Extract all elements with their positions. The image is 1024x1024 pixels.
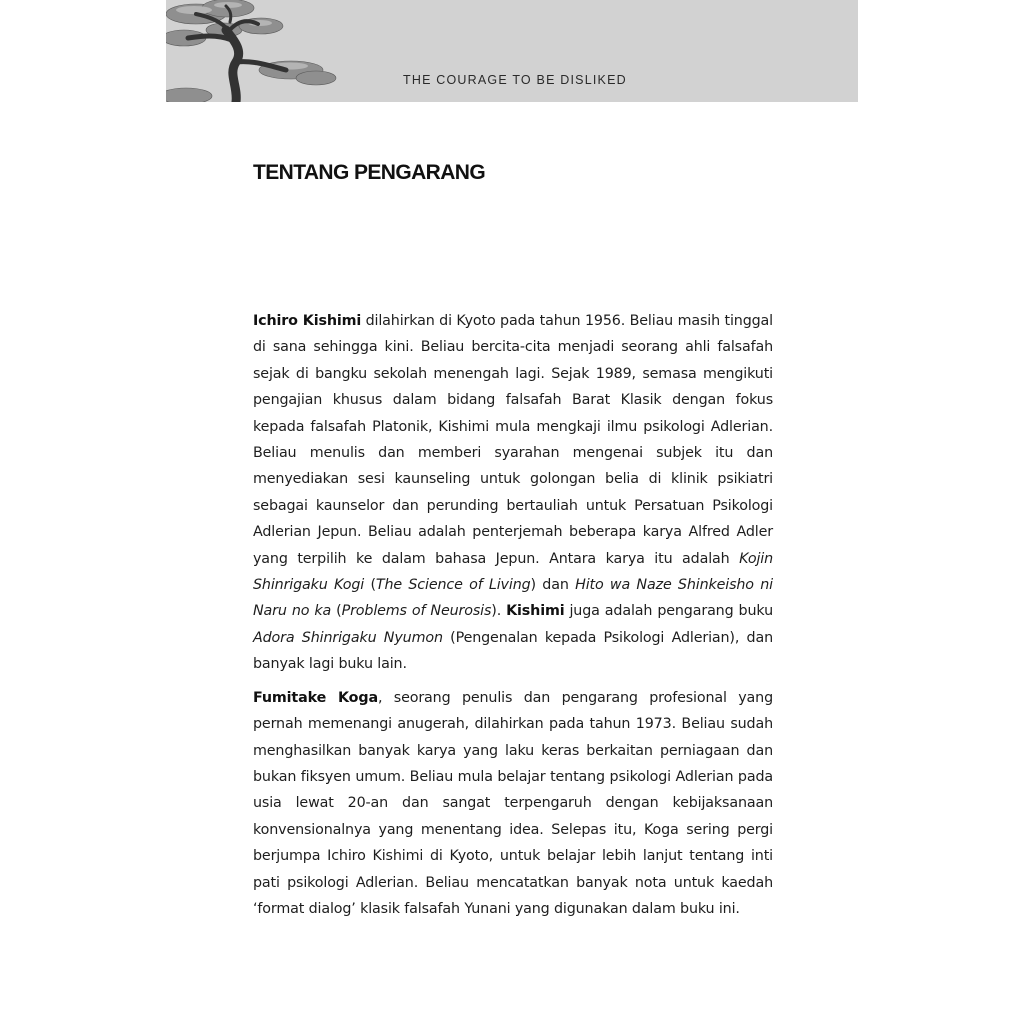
book-page [166, 0, 858, 1024]
text-run: ( [364, 577, 376, 594]
paragraph-kishimi [253, 308, 773, 678]
book-title: Adora Shinrigaku Nyumon [253, 629, 443, 646]
author-name: Ichiro Kishimi [253, 313, 362, 329]
author-name: Kishimi [506, 603, 565, 620]
text-run: ). [491, 603, 507, 620]
page-header-band [166, 0, 858, 102]
text-run: dilahirkan di Kyoto pada tahun 1956. Beliau masih tinggal di sana sehingga kini. Beliau bercita-cita menjadi seorang ahli falsafah sejak di bangku sekolah menengah lagi. Sejak 1989, semasa mengikuti pengajian khusus dalam bidang falsafah Barat Klasik dengan fokus kepada falsafah Platonik, Kishimi mula mengkaji ilmu psikologi Adlerian. Beliau menulis dan memberi syarahan mengenai subjek itu dan menyediakan sesi kaunseling untuk golongan belia di klinik psikiatri sebagai kaunselor dan perunding bertauliah untuk Persatuan Psikologi Adlerian Jepun. Beliau adalah penterjemah beberapa karya Alfred Adler yang terpilih ke dalam bahasa Jepun. Antara karya itu adalah [253, 313, 773, 567]
book-title: Problems of Neurosis [341, 603, 492, 620]
author-name: Fumitake Koga [253, 689, 378, 706]
text-run: ( [331, 603, 342, 620]
section-title: TENTANG PENGARANG [253, 161, 486, 184]
text-run: (Pengenalan kepada Psikologi Adlerian), dan banyak lagi buku lain. [253, 629, 773, 673]
book-title: Hito wa Naze Shinkeisho ni Naru no ka [253, 577, 773, 620]
book-title: The Science of Living [375, 577, 531, 594]
text-run: ) dan [530, 577, 576, 594]
author-biography [253, 308, 773, 922]
bonsai-tree-illustration [166, 0, 346, 102]
text-run: , seorang penulis dan pengarang profesional yang pernah memenangi anugerah, dilahirkan pada tahun 1973. Beliau sudah menghasilkan banyak karya yang laku keras berkaitan perniagaan dan bukan fiksyen umum. Beliau mula belajar tentang psikologi Adlerian pada usia lewat 20-an dan sangat terpengaruh dengan kebijaksanaan konvensionalnya yang menentang idea. Selepas itu, Koga sering pergi berjumpa Ichiro Kishimi di Kyoto, untuk belajar lebih lanjut tentang inti pati psikologi Adlerian. Beliau mencatatkan banyak nota untuk kaedah ‘format dialog’ klasik falsafah Yunani yang digunakan dalam buku ini. [253, 689, 773, 917]
book-title: Kojin Shinrigaku Kogi [253, 550, 773, 594]
text-run: juga adalah pengarang buku [564, 603, 773, 620]
running-head: THE COURAGE TO BE DISLIKED [403, 73, 627, 87]
paragraph-koga [253, 685, 773, 923]
